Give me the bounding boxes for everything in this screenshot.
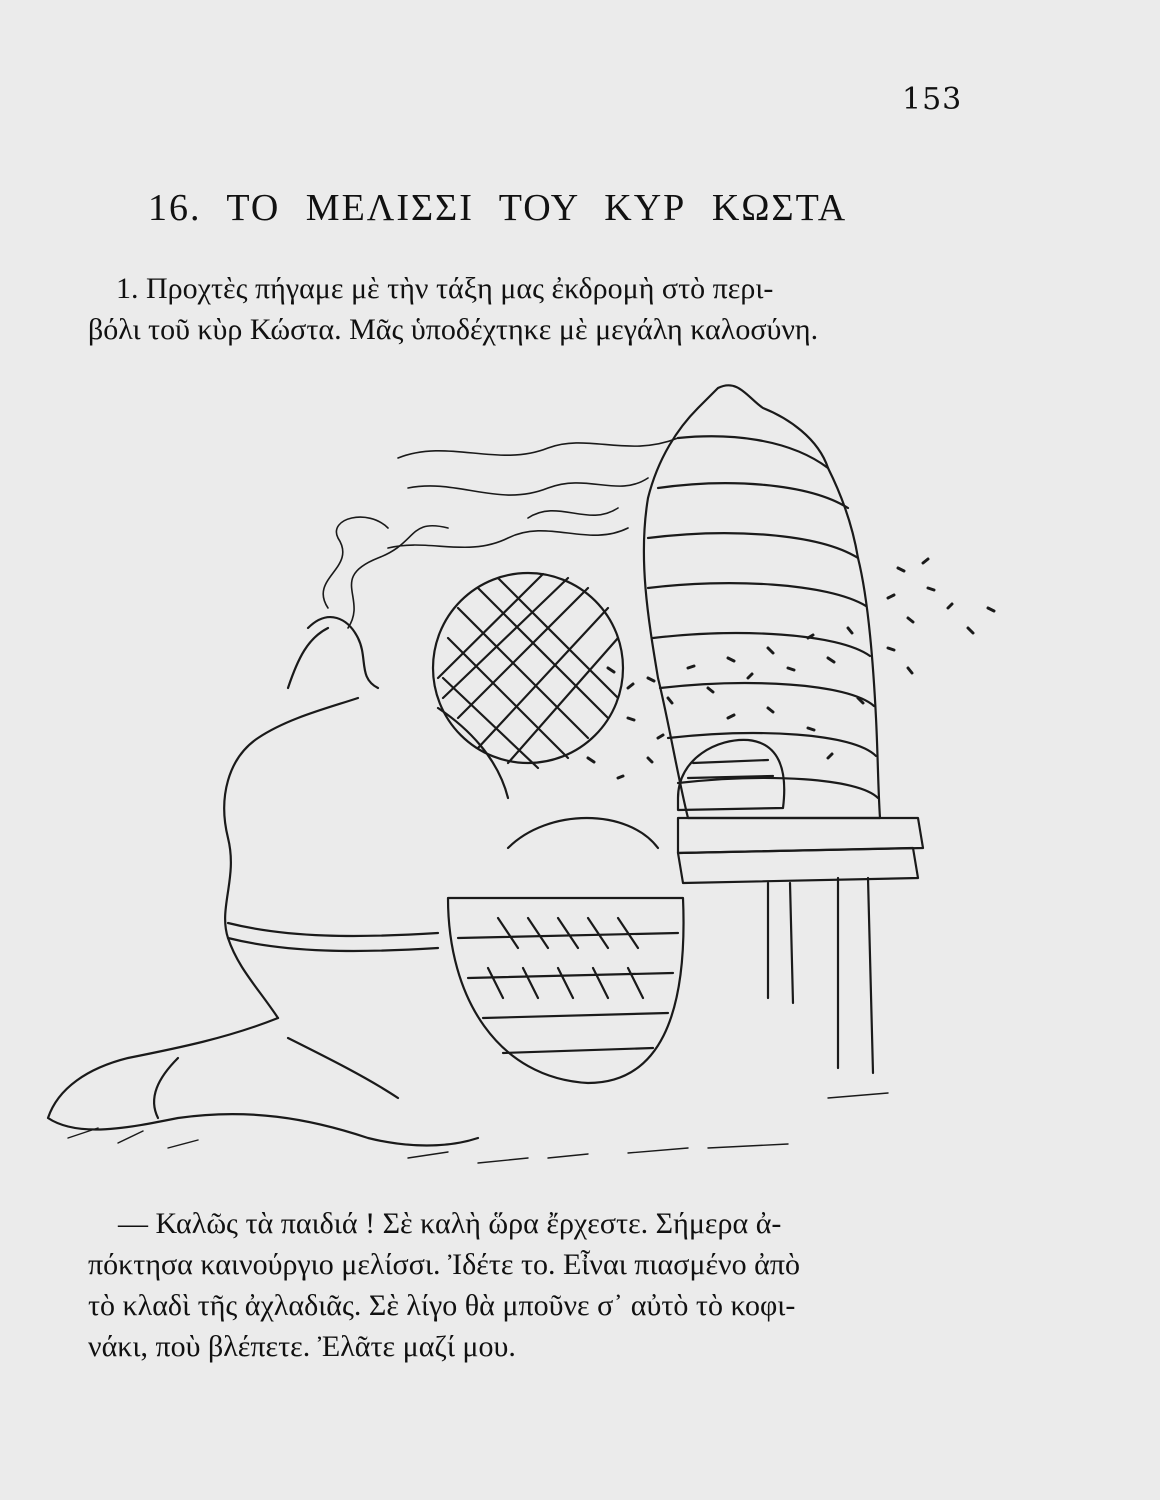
chapter-title: 16. ΤΟ ΜΕΛΙΣΣΙ ΤΟΥ ΚΥΡ ΚΩΣΤΑ — [148, 187, 848, 229]
page-number: 153 — [902, 82, 963, 117]
smoke-wisps — [323, 438, 678, 628]
paragraph-line: πόκτησα καινούργιο μελίσσι. Ἰδέτε το. Εἶναι πιασμένο ἀπὸ — [88, 1248, 800, 1281]
kneeling-man — [48, 573, 623, 1146]
paragraph-line: τὸ κλαδὶ τῆς ἀχλαδιᾶς. Σὲ λίγο θὰ μποῦνε σ᾽ αὐτὸ τὸ κοφι- — [88, 1289, 796, 1322]
paragraph-line: βόλι τοῦ κὺρ Κώστα. Μᾶς ὑποδέχτηκε μὲ μεγάλη καλοσύνη. — [88, 313, 819, 346]
beekeeper-illustration — [28, 378, 1028, 1168]
paragraph-dialogue — [88, 1203, 800, 1367]
paragraph-intro — [88, 268, 819, 350]
beehive — [644, 385, 880, 818]
wicker-basket — [448, 818, 684, 1083]
hive-stand — [678, 818, 923, 1073]
paragraph-line: — Καλῶς τὰ παιδιά ! Σὲ καλὴ ὥρα ἔρχεστε. Σήμερα ἀ- — [118, 1207, 782, 1240]
small-basket — [678, 740, 784, 810]
bee-swarm — [588, 559, 994, 778]
paragraph-line: 1. Προχτὲς πήγαμε μὲ τὴν τάξη μας ἐκδρομὴ στὸ περι- — [116, 272, 774, 305]
paragraph-line: νάκι, ποὺ βλέπετε. Ἐλᾶτε μαζί μου. — [88, 1330, 516, 1363]
ground-hatching — [68, 1093, 888, 1163]
